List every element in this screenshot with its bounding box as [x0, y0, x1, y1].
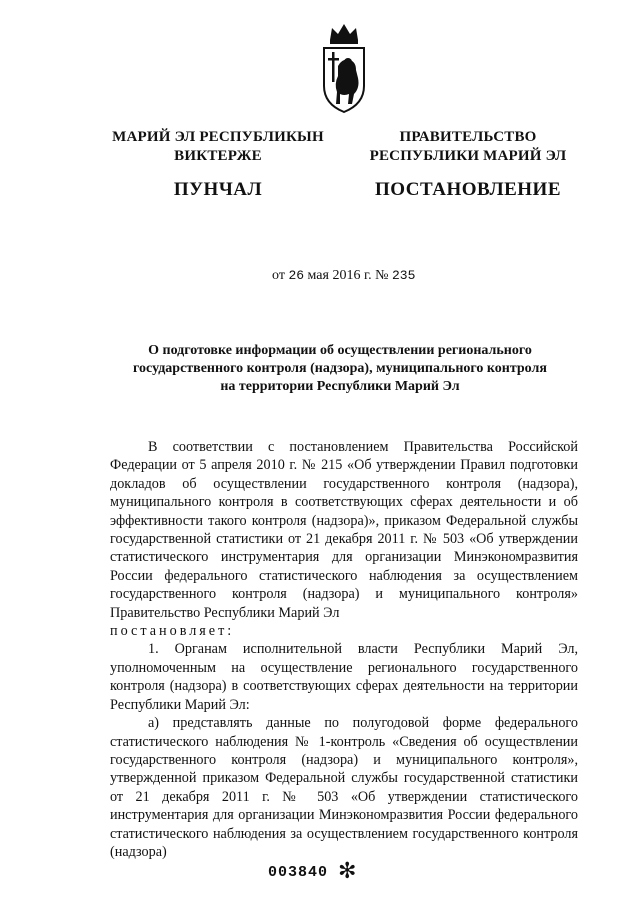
serial-number: 003840 [268, 864, 329, 881]
resolves-word: постановляет: [110, 623, 235, 640]
document-number: 235 [391, 268, 416, 283]
document-body [110, 438, 578, 861]
doc-type-russian: ПОСТАНОВЛЕНИЕ [374, 179, 562, 200]
title-line3: на территории Республики Марий Эл [220, 379, 460, 394]
header-left-line1: МАРИЙ ЭЛ РЕСПУБЛИКЫН [112, 129, 324, 145]
document-title [110, 342, 570, 396]
asterisk-mark: ✻ [338, 859, 357, 884]
header-right [358, 128, 578, 199]
date-line [272, 268, 415, 284]
date-month-year: мая 2016 г. № [307, 268, 389, 283]
title-line1: О подготовке информации об осуществлении регионального [148, 343, 532, 358]
date-prefix: от [272, 268, 285, 283]
paragraph-1a: а) представлять данные по полугодовой форме федерального статистического наблюдения № 1-контроль «Сведения об осуществлении государственного контроля (надзора) и муниципального контроля», утвержденной приказом Федеральной службы государственной статистики от 21 декабря 2011 г. № 503 «Об утверждении статистического инструментария для организации Минэкономразвития России федерального статистического наблюдения за осуществлением государственного контроля (надзора) [110, 715, 578, 860]
paragraph-1: 1. Органам исполнительной власти Республики Марий Эл, уполномоченным на осуществление регионального государственного контроля (надзора) в соответствующих сферах деятельности на территории Республики Марий Эл: [110, 641, 578, 713]
title-line2: государственного контроля (надзора), муниципального контроля [133, 361, 547, 376]
doc-type-mari: ПУНЧАЛ [173, 179, 263, 200]
header-right-line1: ПРАВИТЕЛЬСТВО [399, 129, 537, 145]
header-right-line2: РЕСПУБЛИКИ МАРИЙ ЭЛ [369, 148, 567, 164]
resolves-line [110, 622, 578, 640]
header-left [100, 128, 336, 199]
date-day: 26 [288, 268, 305, 283]
header-left-line2: ВИКТЕРЖЕ [174, 148, 262, 164]
bear-coat-of-arms-icon [318, 18, 370, 114]
paragraph-preamble: В соответствии с постановлением Правительства Российской Федерации от 5 апреля 2010 г. № 215 «Об утверждении Правил подготовки докладов об осуществлении государственного контроля (надзора), муниципального контроля в соответствующих сферах деятельности и об эффективности такого контроля (надзора)», приказом Федеральной службы государственной статистики от 21 декабря 2011 г. № 503 «Об утверждении статистического инструментария для организации Минэкономразвития России федерального статистического наблюдения за осуществлением государственного контроля (надзора) и муниципального контроля» Правительство Республики Марий Эл [110, 439, 578, 621]
